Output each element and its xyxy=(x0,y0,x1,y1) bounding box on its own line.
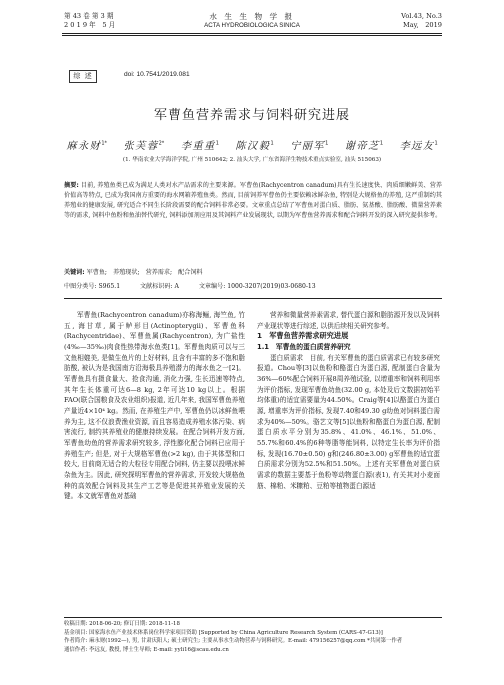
article-number: 文章编号: 1000-3207(2019)03-0680-13 xyxy=(198,283,316,290)
review-tag: 综 述 xyxy=(69,70,97,83)
corresponding-author: 通信作者: 李远友, 教授, 博士生导师; E-mail: yyli16@scau.edu.cn xyxy=(64,646,229,653)
author-info: 作者简介: 麻永财(1992—), 男, 甘肃庆阳人; 硕士研究生; 主要从事水生动物营养与饲料研究。E-mail: 479156257@qq.com *共同第一作者 xyxy=(64,638,403,645)
volume-issue: 第 43 卷 第 3 期 xyxy=(64,12,114,20)
author-name: 麻永财$^{1*}$ xyxy=(66,140,108,152)
abstract xyxy=(64,181,442,221)
intro-paragraph-end: 营养和微量营养素需求, 替代蛋白源和脂肪源开发以及饲料产业现状等进行综述, 以供后续相关研究参考。 xyxy=(257,311,440,330)
section-heading: 1 军曹鱼营养需求研究进展 xyxy=(257,331,349,341)
year-month: 2 0 1 9 年 5 月 xyxy=(64,21,116,29)
classification-line xyxy=(64,281,334,290)
protein-requirement-paragraph: 蛋白质需求 目前, 有关军曹鱼的蛋白质需求已有较多研究报道。Chou等[3]以鱼粉和酪蛋白为蛋白源, 配制蛋白含量为36%—60%配合饲料开展8周养殖试验, 以增重率和饲料利用率为评价指标, 发现军曹鱼幼鱼(32.00 g, 本处及后文数据初始平均体重)的适宜需要量为44.50%。Craig等[4]以酪蛋白为蛋白源, 增重率为评价指标, 发现7.40和49.30 g幼鱼对饲料蛋白需求为40%—50%。骆艺文等[5]以鱼粉和酪蛋白为蛋白源, 配制蛋白质水平分别为35.8%、41.0%、46.1%、51.0%、55.7%和60.4%的6种等脂等能饲料, 以特定生长率为评价指标, 发现(16.70±0.50) g和(246.80±3.00) g军曹鱼的适宜蛋白质需求分别为52.5%和51.50%。上述有关军曹鱼对蛋白质需求的数据主要基于鱼粉等动物蛋白源(表1), 有关其对小麦面筋、棉粕、米糠粕、豆粕等植物蛋白源适 xyxy=(257,353,440,490)
doi-link[interactable]: doi: 10.7541/2019.081 xyxy=(124,71,190,78)
author-name: 谢帝芝$^1$ xyxy=(344,140,383,152)
keywords xyxy=(64,267,203,276)
author-name: 李远友$^1$ xyxy=(399,140,438,152)
footnote-rule xyxy=(64,617,442,618)
author-name: 李重重$^1$ xyxy=(180,140,219,152)
footnotes xyxy=(64,620,442,654)
article-title: 军曹鱼营养需求与饲料研究进展 xyxy=(153,108,350,123)
abstract-rule xyxy=(64,298,442,299)
header-rule-thin xyxy=(62,35,442,36)
clc-number: 中图分类号: S965.1 xyxy=(64,283,121,290)
author-list xyxy=(0,137,504,152)
document-code: 文献标识码: A xyxy=(140,283,179,290)
abstract-text: 目前, 养殖鱼类已成为满足人类对水产品需求的主要来源。军曹鱼(Rachycentron canadum)具有生长速度快、肉质细嫩鲜美、营养价值高等特点, 已成为我国南方重要的海水网箱养殖鱼类。然而, 目前饲养军曹鱼仍主要依赖冰鲜杂鱼, 特别是大规格鱼的养殖, 这严重制约其养殖业的健康发展, 研究适合不同生长阶段需要的配合饲料非常必要。文章重点总结了军曹鱼对蛋白质、脂肪、氨基酸、脂肪酸、微量营养素等的需求, 饲料中鱼粉和鱼油替代研究, 饲料添加剂应用及其饲料产业发展现状, 以期为军曹鱼营养需求和配合饲料开发的深入研究提供参考。 xyxy=(64,182,442,220)
keywords-label: 关键词: xyxy=(64,269,85,276)
abstract-label: 摘要: xyxy=(64,182,79,189)
journal-title-en: ACTA HYDROBIOLOGICA SINICA xyxy=(204,22,300,29)
affiliation: (1. 华南农业大学海洋学院, 广州 510642; 2. 汕头大学, 广东省海洋生物技术重点实验室, 汕头 515063) xyxy=(122,157,382,163)
fund-info: 基金项目: 国家海水鱼产业技术体系岗位科学家项目资助 [Supported by China Agriculture Research System (CARS-47-G13)] xyxy=(64,629,383,636)
body-left-column: 军曹鱼(Rachycentron canadum)亦称海鲡, 海竺鱼, 竹五, 海甘草, 属于鲈形目(Actinopterygii)、军曹鱼科(Rachycentridae)、军曹鱼属(Rachycentron), 为广盐性(4‰—35‰)肉食性热带海水鱼类[1]。军曹鱼肉质可以与三文鱼相媲美, 是做生鱼片的上好材料, 且含有丰富的多不饱和脂肪酸, 被认为是我国南方沿海极具养殖潜力的海水鱼之一[2]。军曹鱼具有摄食量大、抢食沟通, 消化力强, 生长迅速等特点, 其年生长体重可达6—8 kg, 2年可达10 kg以上。根据FAO(联合国粮食及农业组织)报道, 近几年来, 我国军曹鱼养殖产量近4×10⁴ kg。然而, 在养殖生产中, 军曹鱼仍以冰鲜鱼喂养为主, 这不仅浪费渔业资源, 而且容易造成养殖水体污染、病害流行, 制约其养殖业的健康持续发展。在配合饲料开发方面, 军曹鱼幼鱼的营养需求研究较多, 浮性膨化配合饲料已应用于养殖生产; 但是, 对于大规格军曹鱼(>2 kg), 由于其体型和口较大, 目前商无适合的大粒径专用配合饲料, 仍主要以投喂冰鲜杂鱼为主。因此, 研究探明军曹鱼的营养需求, 开发较大规格鱼种的高效配合饲料及其生产工艺等是促进其养殖业发展的关键。本文就军曹鱼对基础 xyxy=(64,311,245,501)
subsection-heading: 1.1 军曹鱼的蛋白质营养研究 xyxy=(257,342,351,351)
author-name: 张芙蓉$^{2*}$ xyxy=(123,140,165,152)
author-name: 宁丽军$^1$ xyxy=(290,140,329,152)
received-date: 收稿日期: 2018-06-20; 修订日期: 2018-11-18 xyxy=(64,621,180,627)
keywords-text: 军曹鱼; 养殖现状; 营养需求; 配合饲料 xyxy=(86,269,203,276)
body-right-column xyxy=(257,310,440,491)
journal-title-cn: 水 生 生 物 学 报 xyxy=(209,12,295,21)
journal-volume-info-en xyxy=(401,12,442,30)
header-rule xyxy=(62,33,442,34)
month-year-en: May, 2019 xyxy=(402,21,442,29)
author-name: 陈汉毅$^1$ xyxy=(235,140,274,152)
volume-issue-en: Vol.43, No.3 xyxy=(401,12,442,20)
